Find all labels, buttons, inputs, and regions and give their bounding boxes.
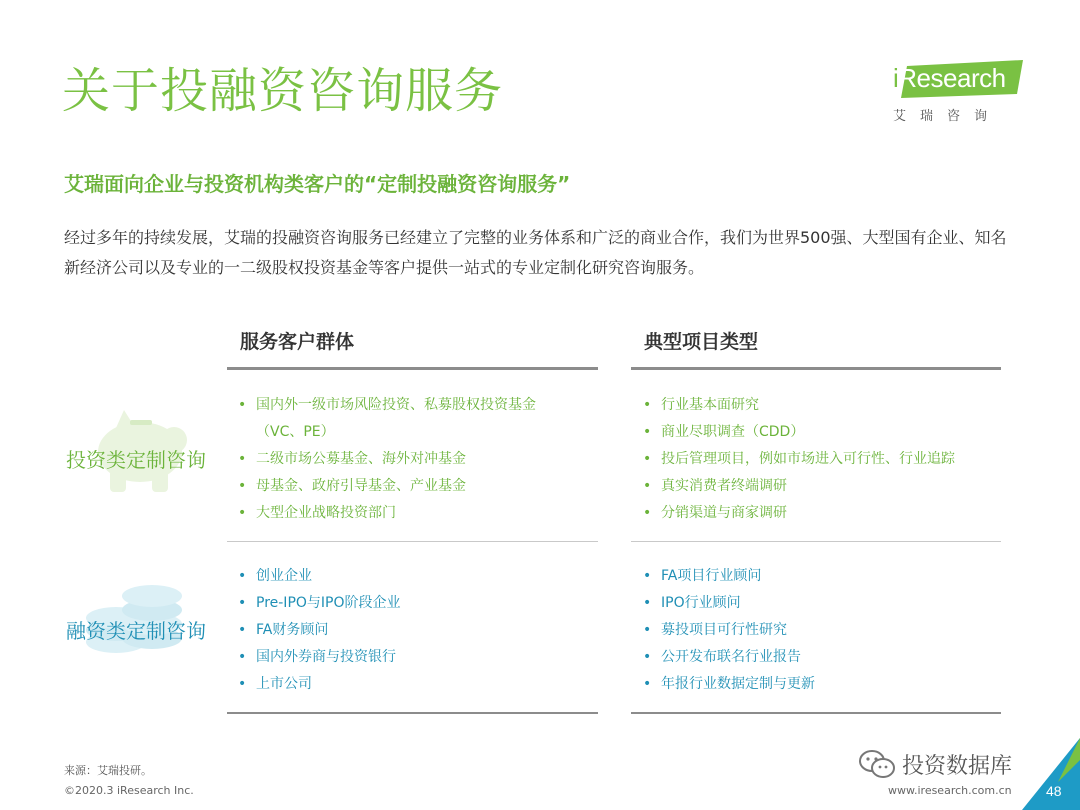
list-item: • 年报行业数据定制与更新 — [637, 671, 1001, 698]
category-investment-label: 投资类定制咨询 — [66, 448, 206, 472]
source-note: 来源：艾瑞投研。 — [64, 764, 152, 777]
corner-decoration — [1022, 738, 1080, 810]
header-divider-projects — [631, 367, 1001, 370]
list-item: • 分销渠道与商家调研 — [637, 500, 1001, 527]
financing-projects-list — [637, 563, 1001, 698]
list-item: • 投后管理项目，例如市场进入可行性、行业追踪 — [637, 446, 1001, 473]
bottom-divider-clients — [227, 712, 598, 714]
wechat-watermark — [858, 746, 1012, 782]
list-item: • 公开发布联名行业报告 — [637, 644, 1001, 671]
logo-text: iResearch — [893, 63, 1006, 93]
category-financing-label: 融资类定制咨询 — [66, 619, 206, 643]
list-item: • 真实消费者终端调研 — [637, 473, 1001, 500]
wechat-account-name: 投资数据库 — [902, 753, 1013, 779]
copyright: ©2020.3 iResearch Inc. — [64, 784, 194, 797]
list-item: • 母基金、政府引导基金、产业基金 — [232, 473, 582, 500]
list-item: • 行业基本面研究 — [637, 392, 1001, 419]
list-item: • FA财务顾问 — [232, 617, 582, 644]
investment-clients-list — [232, 392, 582, 527]
logo-subtitle: 艾瑞咨询 — [893, 109, 1002, 124]
row-divider-clients — [227, 541, 598, 542]
list-item: • 大型企业战略投资部门 — [232, 500, 582, 527]
row-divider-projects — [631, 541, 1001, 542]
list-item: • 国内外券商与投资银行 — [232, 644, 582, 671]
header-divider-clients — [227, 367, 598, 370]
financing-clients-list — [232, 563, 582, 698]
intro-paragraph: 经过多年的持续发展，艾瑞的投融资咨询服务已经建立了完整的业务体系和广泛的商业合作，我们为世界500强、大型国有企业、知名新经济公司以及专业的一二级股权投资基金等客户提供一站式的专业定制化研究咨询服务。 — [64, 228, 1007, 277]
list-item: • 上市公司 — [232, 671, 582, 698]
list-item: • Pre-IPO与IPO阶段企业 — [232, 590, 582, 617]
list-item: • 国内外一级市场风险投资、私募股权投资基金（VC、PE） — [232, 392, 582, 446]
website-url: www.iresearch.com.cn — [888, 784, 1012, 797]
iresearch-logo — [893, 58, 1028, 128]
list-item: • 二级市场公募基金、海外对冲基金 — [232, 446, 582, 473]
page-number: 48 — [1046, 783, 1062, 799]
list-item: • IPO行业顾问 — [637, 590, 1001, 617]
section-subtitle: 艾瑞面向企业与投资机构类客户的“定制投融资咨询服务” — [64, 172, 571, 196]
page-title: 关于投融资咨询服务 — [62, 63, 504, 119]
bottom-divider-projects — [631, 712, 1001, 714]
list-item: • 募投项目可行性研究 — [637, 617, 1001, 644]
list-item: • 创业企业 — [232, 563, 582, 590]
list-item: • FA项目行业顾问 — [637, 563, 1001, 590]
column-header-clients: 服务客户群体 — [240, 331, 355, 353]
column-header-projects: 典型项目类型 — [644, 331, 759, 353]
list-item: • 商业尽职调查（CDD） — [637, 419, 1001, 446]
investment-projects-list — [637, 392, 1001, 527]
wechat-icon — [858, 749, 896, 779]
